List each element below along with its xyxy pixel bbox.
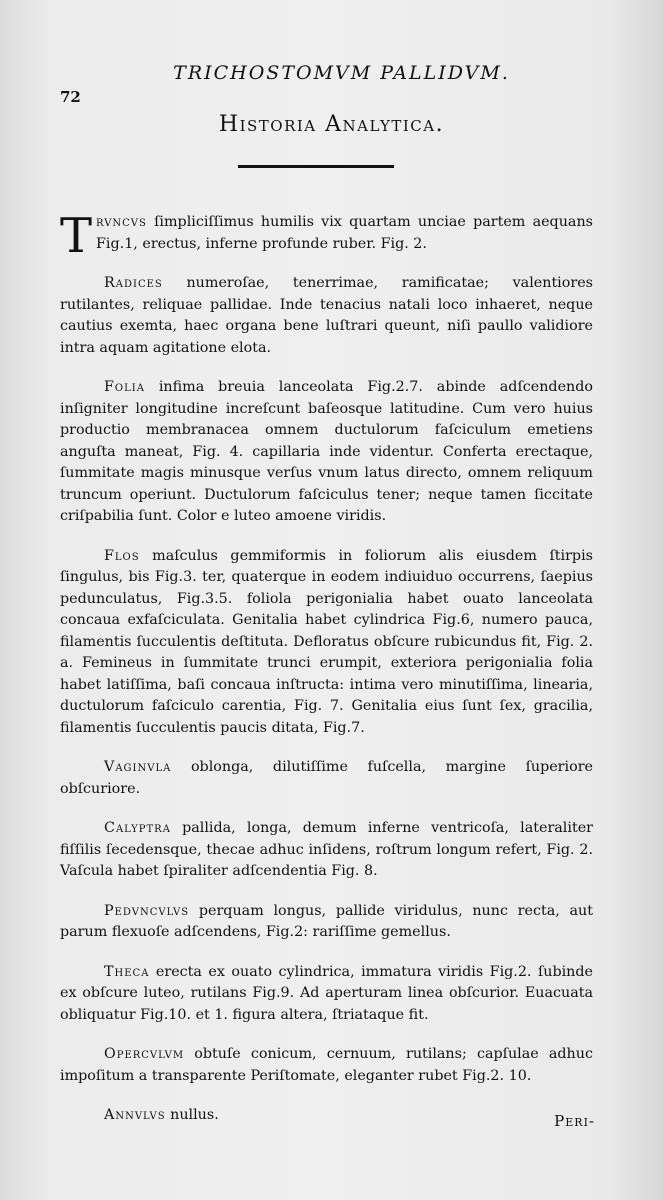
paragraph-vaginula <box>60 757 593 800</box>
paragraph-lead: Calyptra <box>104 820 171 836</box>
paragraph-flos <box>60 546 593 740</box>
paragraph-radices <box>60 273 593 359</box>
paragraph-lead: Radices <box>104 275 163 291</box>
paragraph-lead: Annvlvs <box>104 1107 166 1123</box>
paragraph-calyptra <box>60 818 593 883</box>
paragraph-text: perquam longus, pallide viridulus, nunc recta, aut parum flexuoſe adſcendens, Fig.2: rariſſime gemellus. <box>60 902 593 940</box>
paragraph-text: obtuſe conicum, cernuum, rutilans; capſulae adhuc impoſitum a transparente Periſtomate, eleganter rubet Fig.2. 10. <box>60 1046 593 1084</box>
paragraph-lead: Theca <box>104 963 150 980</box>
paragraph-text: maſculus gemmiformis in foliorum alis eiusdem ſtirpis ſingulus, bis Fig.3. ter, quaterque in eodem indiuiduo occurrens, ſaepius pedunculatus, Fig.3.5. foliola perigonialia habet ouato lanceolata concaua exfaſciculata. Genitalia habet cylindrica Fig.6, numero pauca, filamentis ſucculentis deſtituta. Defloratus obſcure rubicundus fit, Fig. 2. a. Femineus in ſummitate trunci erumpit, exteriora perigonialia folia habet latiſſima, baſi concaua inſtructa: intima vero minutiſſima, linearia, ductulorum faſciculo carentia, Fig. 7. Genitalia eius ſunt ſex, gracilia, filamentis ſucculentis paucis ditata, Fig.7. <box>60 547 593 736</box>
paragraph-text: numeroſae, tenerrimae, ramificatae; valentiores rutilantes, reliquae pallidae. Inde tenacius natali loco inhaeret, neque cautius exemta, haec organa bene luſtrari queunt, niſi paullo validiore intra aquam agitatione elota. <box>60 275 593 356</box>
section-heading: Historia Analytica. <box>218 112 445 137</box>
paragraph-text: ſimpliciſſimus humilis vix quartam unciae partem aequans Fig.1, erectus, inferne profunde ruber. Fig. 2. <box>96 214 593 252</box>
catchword: Peri- <box>554 1112 595 1130</box>
paragraph-lead: Flos <box>104 547 140 564</box>
heading-rule <box>238 165 394 168</box>
page-number: 72 <box>60 88 81 106</box>
paragraph-lead: Folia <box>104 379 145 395</box>
paragraph-text: infima breuia lanceolata Fig.2.7. abinde adſcendendo inſigniter longitudine increſcunt baſeosque latitudine. Cum vero huius productio membranacea omnem ductulorum faſciculum emetiens anguſta maneat, Fig. 4. capillaria inde videntur. Conferta erectaque, ſummitate magis minusque verſus vnum latus directo, omnem reliquum truncum operiunt. Ductulorum faſciculus tener; neque tamen ſiccitate criſpabilia ſunt. Color e luteo amoene viridis. <box>60 379 593 524</box>
paragraph-pedunculus <box>60 901 593 944</box>
paragraph-text: erecta ex ouato cylindrica, immatura viridis Fig.2. ſubinde ex obſcure luteo, rutilans Fig.9. Ad aperturam linea obſcurior. Euacuata obliquatur Fig.10. et 1. figura altera, ſtriataque fit. <box>60 963 593 1023</box>
paragraph-text: pallida, longa, demum inferne ventricoſa, lateraliter fiſſilis ſecedensque, thecae adhuc inſidens, roſtrum longum refert, Fig. 2. Vaſcula habet ſpiraliter adſcendentia Fig. 8. <box>60 820 593 879</box>
paragraph-truncus <box>60 208 593 264</box>
paragraph-lead: rvncvs <box>96 214 147 230</box>
paragraph-text: oblonga, dilutiſſime fuſcella, margine ſuperiore obſcuriore. <box>60 759 593 797</box>
paragraph-lead: Pedvncvlvs <box>104 902 190 919</box>
paragraph-theca <box>60 962 593 1027</box>
paragraph-annulus <box>60 1105 593 1127</box>
drop-cap: T <box>60 208 93 264</box>
paragraph-folia <box>60 377 593 528</box>
running-title: TRICHOSTOMVM PALLIDVM. <box>173 62 510 84</box>
paragraph-text: nullus. <box>165 1107 219 1123</box>
paragraph-lead: Opercvlvm <box>104 1046 185 1062</box>
paragraph-operculum <box>60 1044 593 1087</box>
text-body <box>60 208 593 1145</box>
paragraph-lead: Vaginvla <box>104 759 172 775</box>
